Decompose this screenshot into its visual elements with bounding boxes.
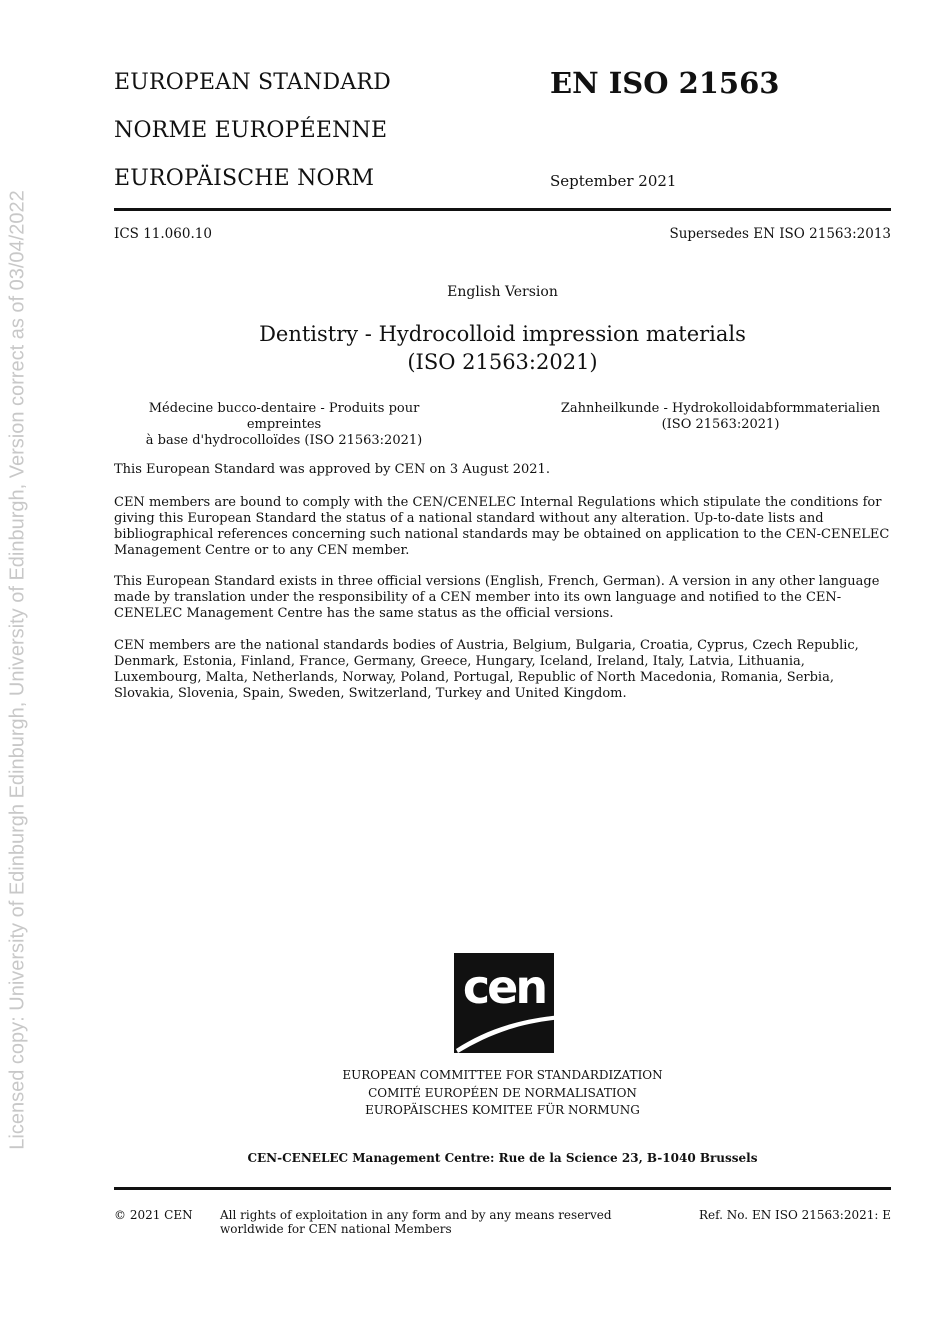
license-watermark-text: Licensed copy: University of Edinburgh Edinburgh, University of Edinburgh, Version correct as of 03/04/2022	[6, 190, 29, 1150]
document-title	[114, 320, 891, 376]
standard-title-fr: NORME EUROPÉENNE	[114, 118, 388, 143]
approval-paragraph: This European Standard was approved by CEN on 3 August 2021.	[114, 462, 550, 477]
copyright-notice: © 2021 CEN	[114, 1208, 193, 1222]
cen-logo-text: cen	[462, 960, 546, 1014]
french-title	[114, 401, 454, 449]
reference-number: Ref. No. EN ISO 21563:2021: E	[699, 1208, 891, 1222]
compliance-paragraph: CEN members are bound to comply with the CEN/CENELEC Internal Regulations which stipulate the conditions for giving this European Standard the status of a national standard without any alteration. Up-to-date lists and bibliographical references concerning such national standards may be obtained on application to the CEN-CENELEC Management Centre or to any CEN member.	[114, 495, 890, 558]
title-line-1: Dentistry - Hydrocolloid impression materials	[259, 322, 746, 346]
committee-names	[114, 1067, 891, 1120]
title-line-2: (ISO 21563:2021)	[407, 350, 598, 374]
committee-name-en: EUROPEAN COMMITTEE FOR STANDARDIZATION	[342, 1068, 663, 1082]
rights-line-2: worldwide for CEN national Members	[220, 1222, 452, 1236]
standard-title-de: EUROPÄISCHE NORM	[114, 166, 375, 191]
document-number: EN ISO 21563	[550, 66, 780, 100]
german-title-line-1: Zahnheilkunde - Hydrokolloidabformmaterialien	[560, 401, 881, 416]
french-title-line-1: Médecine bucco-dentaire - Produits pour empreintes	[148, 401, 420, 432]
rights-line-1: All rights of exploitation in any form and by any means reserved	[220, 1208, 612, 1222]
committee-name-fr: COMITÉ EUROPÉEN DE NORMALISATION	[368, 1085, 637, 1100]
standard-title-en: EUROPEAN STANDARD	[114, 70, 392, 95]
version-label: English Version	[447, 284, 558, 300]
footer-divider	[114, 1187, 891, 1190]
management-centre-address: CEN-CENELEC Management Centre: Rue de la Science 23, B-1040 Brussels	[247, 1151, 758, 1165]
supersedes-note: Supersedes EN ISO 21563:2013	[669, 226, 891, 242]
german-title-line-2: (ISO 21563:2021)	[661, 417, 780, 432]
cen-logo	[454, 953, 554, 1053]
committee-name-de: EUROPÄISCHES KOMITEE FÜR NORMUNG	[365, 1103, 640, 1117]
rights-notice	[220, 1208, 612, 1236]
versions-paragraph: This European Standard exists in three official versions (English, French, German). A version in any other language made by translation under the responsibility of a CEN member into its own language and notified to the CEN-CENELEC Management Centre has the same status as the official versions.	[114, 574, 880, 621]
german-title	[550, 401, 891, 433]
header-divider	[114, 208, 891, 211]
ics-code: ICS 11.060.10	[114, 226, 212, 242]
publication-date: September 2021	[550, 172, 677, 190]
members-paragraph: CEN members are the national standards bodies of Austria, Belgium, Bulgaria, Croatia, Cyprus, Czech Republic, Denmark, Estonia, Finland, France, Germany, Greece, Hungary, Iceland, Ireland, Italy, Latvia, Lithuania, Luxembourg, Malta, Netherlands, Norway, Poland, Portugal, Republic of North Macedonia, Romania, Serbia, Slovakia, Slovenia, Spain, Sweden, Switzerland, Turkey and United Kingdom.	[114, 638, 859, 701]
french-title-line-2: à base d'hydrocolloïdes (ISO 21563:2021)	[145, 433, 423, 448]
cen-logo-graphic	[454, 953, 554, 1053]
